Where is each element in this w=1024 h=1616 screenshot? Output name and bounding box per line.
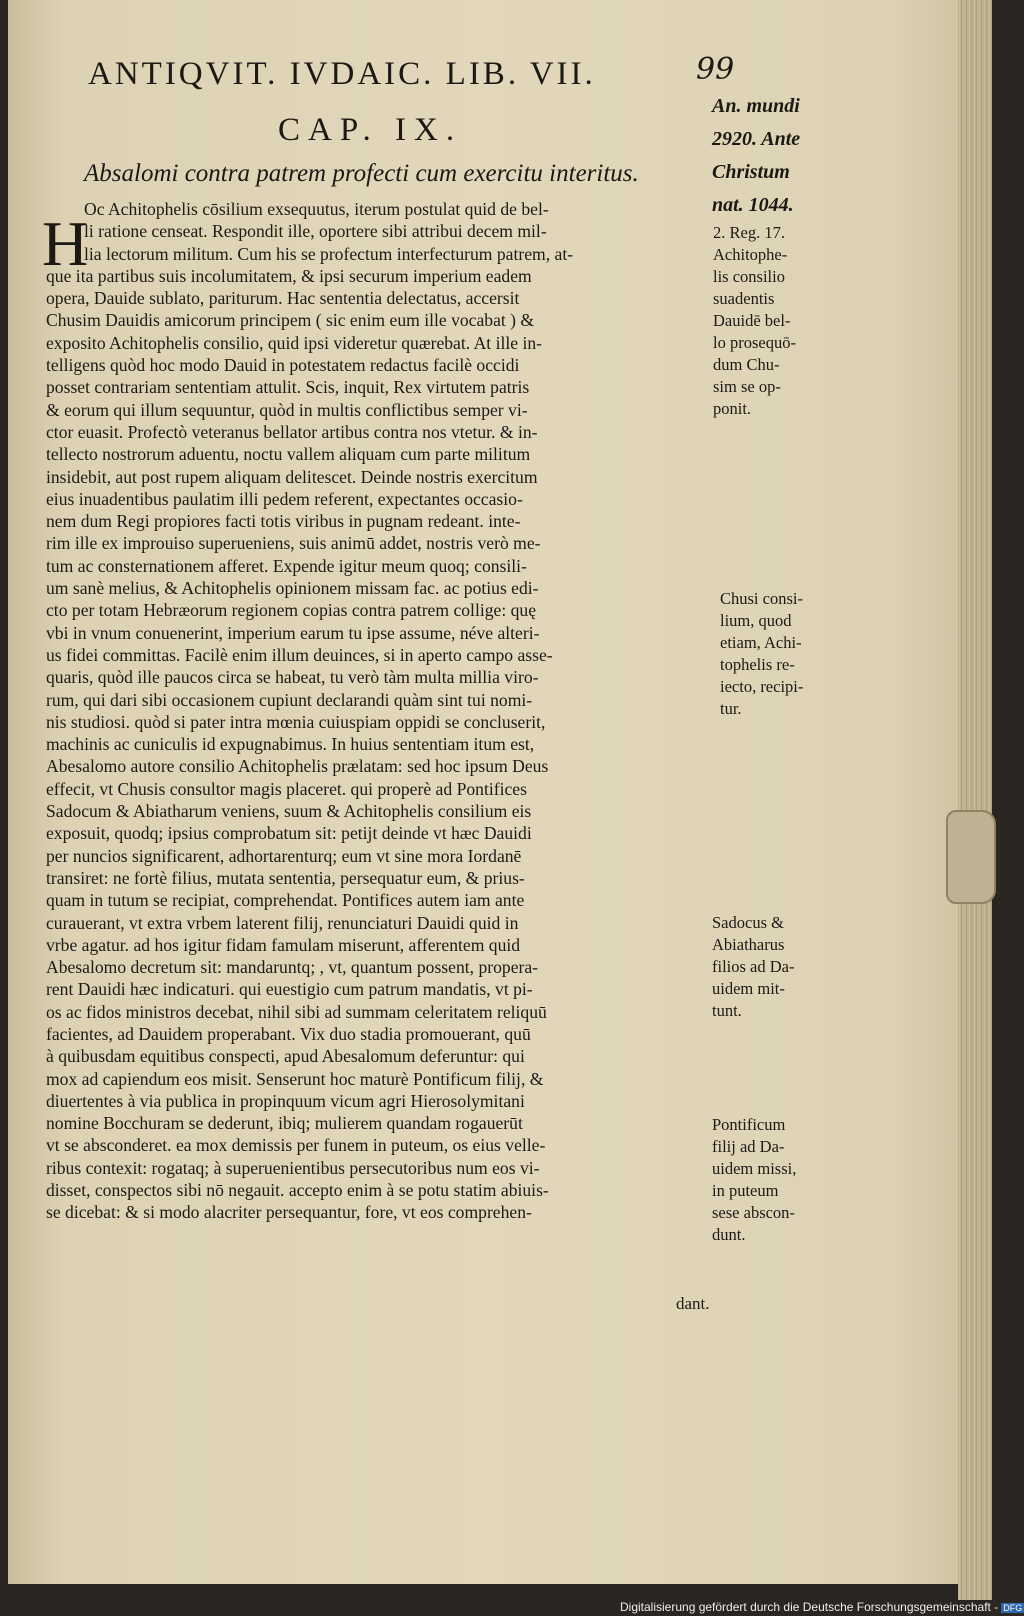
- text-line: Oc Achitophelis cōsilium exsequutus, iterum postulat quid de bel-: [84, 199, 549, 219]
- text-line: exposuit, quodq; ipsius comprobatum sit: petijt deinde vt hæc Dauidi: [46, 823, 532, 844]
- running-title: ANTIQVIT. IVDAIC. LIB. VII.: [88, 56, 596, 92]
- margin-note-abiathar: [712, 912, 852, 1022]
- margin-line: filios ad Da-: [712, 957, 795, 976]
- dfg-logo-icon: DFG: [1003, 1603, 1023, 1613]
- margin-line: sese abscon-: [712, 1203, 795, 1222]
- text-line: quam in tutum se recipiat, comprehendat. Pontifices autem iam ante: [46, 890, 525, 911]
- text-line: ribus contexit: rogataq; à superuenientibus persecutoribus num eos vi-: [46, 1157, 540, 1178]
- footer-text: Digitalisierung gefördert durch die Deutsche Forschungsgemeinschaft -: [620, 1600, 999, 1614]
- text-line: quaris, quòd ille paucos circa se habeat, tu verò tàm multa millia viro-: [46, 667, 539, 688]
- text-line: à quibusdam equitibus conspecti, apud Abesalomum deferuntur: qui: [46, 1046, 525, 1067]
- text-line: exposito Achitophelis consilio, quid ipsi videretur quærebat. At ille in-: [46, 332, 542, 353]
- margin-line: lo prosequō-: [713, 333, 796, 352]
- text-line: vrbe agatur. ad hos igitur fidam famulam miserunt, afferentem quid: [46, 934, 521, 955]
- page-edges: [958, 0, 992, 1600]
- drop-capital: H: [42, 208, 89, 279]
- margin-line: ponit.: [713, 399, 752, 418]
- bookmark-tab: [946, 810, 996, 904]
- margin-line: 2. Reg. 17.: [713, 223, 785, 242]
- text-line: insidebit, aut post rupem aliquam delitescet. Deinde nostris exercitum: [46, 466, 538, 487]
- text-line: tellecto nostrorum aduentu, noctu vallem aliquam cum parte militum: [46, 444, 531, 465]
- text-line: Sadocum & Abiatharum veniens, suum & Achitophelis consilium eis: [46, 801, 532, 822]
- text-line: posset contrariam sententiam attulit. Scis, inquit, Rex virtutem patris: [46, 377, 530, 398]
- margin-line: Chusi consi-: [720, 589, 803, 608]
- margin-line: lis consilio: [713, 267, 785, 286]
- text-line: Abesalomo decretum sit: mandaruntq; , vt, quantum possent, propera-: [46, 957, 539, 978]
- text-line: opera, Dauide sublato, pariturum. Hac sententia delectatus, accersit: [46, 288, 520, 309]
- margin-line: Sadocus &: [712, 913, 784, 932]
- text-line: os ac fidos ministros decebat, nihil sibi ad summam celeritatem reliquū: [46, 1001, 547, 1022]
- margin-line: filij ad Da-: [712, 1137, 785, 1156]
- margin-line: An. mundi: [712, 95, 800, 117]
- margin-line: tunt.: [712, 1001, 742, 1020]
- text-line: nem dum Regi propiores facti totis viribus in pugnam redeant. inte-: [46, 511, 521, 532]
- margin-line: nat. 1044.: [712, 194, 794, 216]
- margin-note-chusi: [720, 588, 860, 720]
- chapter-subtitle: Absalomi contra patrem profecti cum exercitu interitus.: [84, 160, 639, 187]
- text-line: effecit, vt Chusis consultor magis placeret. qui properè ad Pontifices: [46, 778, 527, 799]
- text-line: mox ad capiendum eos misit. Senserunt hoc maturè Pontificum filij, &: [46, 1068, 544, 1089]
- text-line: per nuncios significarent, adhortarenturq; eum vt sine mora Iordanē: [46, 845, 522, 866]
- text-line: telligens quòd hoc modo Dauid in potestatem redactus facilè occidi: [46, 355, 520, 376]
- margin-line: iecto, recipi-: [720, 677, 804, 696]
- margin-line: uidem mit-: [712, 979, 785, 998]
- text-line: que ita partibus suis incolumitatem, & ipsi securum imperium eadem: [46, 265, 532, 286]
- margin-line: dunt.: [712, 1225, 746, 1244]
- text-line: rent Dauidi hæc indicaturi. qui euestigio cum patrum mandatis, vt pi-: [46, 979, 533, 1000]
- margin-line: suadentis: [713, 289, 775, 308]
- text-line: & eorum qui illum sequuntur, quòd in multis conflictibus semper vi-: [46, 399, 528, 420]
- margin-note-reference: [713, 222, 853, 420]
- text-line: nomine Bocchuram se dederunt, ibiq; mulierem quandam rogauerūt: [46, 1113, 523, 1134]
- footer-credit: [620, 1600, 1024, 1614]
- text-line: nis studiosi. quòd si pater intra mœnia cuiuspiam oppidi se concluserit,: [46, 711, 546, 732]
- margin-line: Achitophe-: [713, 245, 788, 264]
- text-line: li ratione censeat. Respondit ille, oportere sibi attribui decem mil-: [84, 221, 547, 242]
- text-line: curauerant, vt extra vrbem laterent filij, renunciaturi Dauidi quid in: [46, 912, 519, 933]
- text-line: eius inuadentibus paulatim illi pedem referent, expectantes occasio-: [46, 488, 523, 509]
- margin-line: 2920. Ante: [712, 128, 801, 150]
- margin-line: Dauidē bel-: [713, 311, 791, 330]
- text-line: facientes, ad Dauidem properabant. Vix duo stadia promouerant, quū: [46, 1023, 531, 1044]
- text-line: disset, conspectos sibi nō negauit. accepto enim à se potu statim abiuis-: [46, 1180, 549, 1201]
- text-line: lia lectorum militum. Cum his se profectum interfecturum patrem, at-: [84, 243, 574, 264]
- catchword: dant.: [676, 1294, 710, 1313]
- text-line: tum ac consternationem afferet. Expende igitur meum quoq; consili-: [46, 555, 527, 576]
- margin-line: Pontificum: [712, 1115, 786, 1134]
- text-line: Abesalomo autore consilio Achitophelis prælatam: sed hoc ipsum Deus: [46, 756, 549, 777]
- margin-line: sim se op-: [713, 377, 781, 396]
- margin-line: Abiatharus: [712, 935, 785, 954]
- margin-line: dum Chu-: [713, 355, 780, 374]
- text-line: um sanè melius, & Achitophelis opinionem missam fac. ac potius edi-: [46, 578, 539, 599]
- margin-line: tur.: [720, 699, 742, 718]
- text-line: us fidei committas. Facilè enim illum deuinces, si in aperto campo asse-: [46, 644, 553, 665]
- margin-line: lium, quod: [720, 611, 792, 630]
- text-line: machinis ac cuniculis id expugnabimus. In huius sententiam itum est,: [46, 734, 535, 755]
- text-line: cto per totam Hebræorum regionem copias contra patrem collige: quę: [46, 600, 537, 621]
- page-number: 99: [696, 52, 735, 87]
- margin-line: uidem missi,: [712, 1159, 797, 1178]
- text-line: vbi in vnum conuenerint, imperium earum tu ipse assume, néve alteri-: [46, 622, 540, 643]
- date-margin-note: [712, 90, 852, 222]
- text-line: Chusim Dauidis amicorum principem ( sic enim eum ille vocabat ) &: [46, 310, 535, 331]
- margin-line: in puteum: [712, 1181, 779, 1200]
- margin-line: Christum: [712, 161, 790, 183]
- text-line: ctor euasit. Profectò veteranus bellator artibus contra nos vtetur. & in-: [46, 421, 538, 442]
- text-line: rim ille ex improuiso superueniens, suis animū addet, nostris verò me-: [46, 533, 541, 554]
- text-line: diuertentes à via publica in propinquum vicum agri Hierosolymitani: [46, 1090, 525, 1111]
- chapter-heading: CAP. IX.: [278, 112, 463, 148]
- text-line: rum, qui dari sibi occasionem cupiunt declarandi quàm sint tui nomi-: [46, 689, 533, 710]
- margin-note-pontificum: [712, 1114, 852, 1246]
- margin-line: etiam, Achi-: [720, 633, 802, 652]
- text-line: vt se absconderet. ea mox demissis per funem in puteum, os eius velle-: [46, 1135, 546, 1156]
- margin-line: tophelis re-: [720, 655, 795, 674]
- text-line: se dicebat: & si modo alacriter persequantur, fore, vt eos comprehen-: [46, 1202, 532, 1223]
- body-text: [46, 198, 726, 1224]
- text-line: transiret: ne fortè filius, mutata sententia, persequatur eum, & prius-: [46, 867, 525, 888]
